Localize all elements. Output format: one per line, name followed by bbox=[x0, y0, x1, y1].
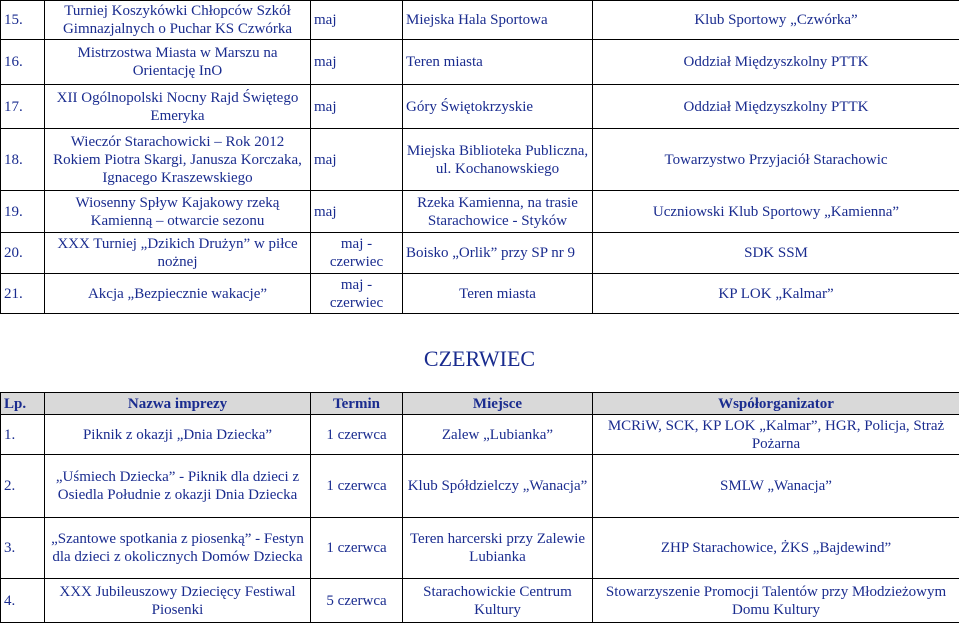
header-lp: Lp. bbox=[1, 393, 45, 415]
event-partner: SDK SSM bbox=[593, 233, 959, 274]
event-term: 5 czerwca bbox=[311, 579, 403, 623]
event-place: Teren miasta bbox=[403, 40, 593, 85]
event-place: Zalew „Lubianka” bbox=[403, 415, 593, 455]
header-term: Termin bbox=[311, 393, 403, 415]
header-partner: Współorganizator bbox=[593, 393, 959, 415]
table-row bbox=[1, 85, 959, 129]
table-row bbox=[1, 518, 959, 579]
row-number: 3. bbox=[1, 518, 45, 579]
row-number: 1. bbox=[1, 415, 45, 455]
table-row bbox=[1, 233, 959, 274]
row-number: 2. bbox=[1, 455, 45, 518]
event-term: 1 czerwca bbox=[311, 518, 403, 579]
event-term: 1 czerwca bbox=[311, 455, 403, 518]
row-number: 17. bbox=[1, 85, 45, 129]
event-partner: Stowarzyszenie Promocji Talentów przy Młodzieżowym Domu Kultury bbox=[593, 579, 959, 623]
event-partner: Oddział Międzyszkolny PTTK bbox=[593, 85, 959, 129]
event-name: Piknik z okazji „Dnia Dziecka” bbox=[45, 415, 311, 455]
event-partner: Klub Sportowy „Czwórka” bbox=[593, 1, 959, 40]
event-name: Wieczór Starachowicki – Rok 2012 Rokiem Piotra Skargi, Janusza Korczaka, Ignacego Kraszewskiego bbox=[45, 129, 311, 191]
header-place: Miejsce bbox=[403, 393, 593, 415]
event-name: XII Ogólnopolski Nocny Rajd Świętego Emeryka bbox=[45, 85, 311, 129]
header-row bbox=[1, 393, 959, 415]
table-row bbox=[1, 415, 959, 455]
event-partner: Oddział Międzyszkolny PTTK bbox=[593, 40, 959, 85]
event-place: Miejska Biblioteka Publiczna, ul. Kochanowskiego bbox=[403, 129, 593, 191]
event-name: Turniej Koszykówki Chłopców Szkół Gimnazjalnych o Puchar KS Czwórka bbox=[45, 1, 311, 40]
event-partner: MCRiW, SCK, KP LOK „Kalmar”, HGR, Policja, Straż Pożarna bbox=[593, 415, 959, 455]
event-term: maj bbox=[311, 40, 403, 85]
event-term: maj bbox=[311, 1, 403, 40]
table-row bbox=[1, 579, 959, 623]
header-name: Nazwa imprezy bbox=[45, 393, 311, 415]
event-partner: ZHP Starachowice, ŻKS „Bajdewind” bbox=[593, 518, 959, 579]
table-row bbox=[1, 274, 959, 314]
row-number: 15. bbox=[1, 1, 45, 40]
event-name: „Uśmiech Dziecka” - Piknik dla dzieci z Osiedla Południe z okazji Dnia Dziecka bbox=[45, 455, 311, 518]
event-partner: SMLW „Wanacja” bbox=[593, 455, 959, 518]
table-row bbox=[1, 455, 959, 518]
event-term: maj bbox=[311, 191, 403, 233]
row-number: 20. bbox=[1, 233, 45, 274]
event-name: „Szantowe spotkania z piosenką” - Festyn dla dzieci z okolicznych Domów Dziecka bbox=[45, 518, 311, 579]
event-name: XXX Jubileuszowy Dziecięcy Festiwal Piosenki bbox=[45, 579, 311, 623]
event-place: Góry Świętokrzyskie bbox=[403, 85, 593, 129]
row-number: 19. bbox=[1, 191, 45, 233]
event-place: Teren harcerski przy Zalewie Lubianka bbox=[403, 518, 593, 579]
event-place: Boisko „Orlik” przy SP nr 9 bbox=[403, 233, 593, 274]
event-partner: Towarzystwo Przyjaciół Starachowic bbox=[593, 129, 959, 191]
event-place: Miejska Hala Sportowa bbox=[403, 1, 593, 40]
section-title: CZERWIEC bbox=[423, 346, 536, 371]
event-place: Rzeka Kamienna, na trasie Starachowice - Styków bbox=[403, 191, 593, 233]
event-term: maj bbox=[311, 85, 403, 129]
table-row bbox=[1, 129, 959, 191]
table-row bbox=[1, 40, 959, 85]
row-number: 16. bbox=[1, 40, 45, 85]
event-partner: Uczniowski Klub Sportowy „Kamienna” bbox=[593, 191, 959, 233]
event-term: maj - czerwiec bbox=[311, 274, 403, 314]
event-name: Akcja „Bezpiecznie wakacje” bbox=[45, 274, 311, 314]
event-place: Klub Spółdzielczy „Wanacja” bbox=[403, 455, 593, 518]
event-place: Teren miasta bbox=[403, 274, 593, 314]
event-term: maj bbox=[311, 129, 403, 191]
event-term: 1 czerwca bbox=[311, 415, 403, 455]
table-row bbox=[1, 1, 959, 40]
row-number: 4. bbox=[1, 579, 45, 623]
event-name: Mistrzostwa Miasta w Marszu na Orientację InO bbox=[45, 40, 311, 85]
row-number: 21. bbox=[1, 274, 45, 314]
event-place: Starachowickie Centrum Kultury bbox=[403, 579, 593, 623]
event-partner: KP LOK „Kalmar” bbox=[593, 274, 959, 314]
event-name: Wiosenny Spływ Kajakowy rzeką Kamienną – otwarcie sezonu bbox=[45, 191, 311, 233]
event-term: maj - czerwiec bbox=[311, 233, 403, 274]
event-name: XXX Turniej „Dzikich Drużyn” w piłce nożnej bbox=[45, 233, 311, 274]
june-events-table bbox=[0, 392, 959, 623]
row-number: 18. bbox=[1, 129, 45, 191]
table-row bbox=[1, 191, 959, 233]
